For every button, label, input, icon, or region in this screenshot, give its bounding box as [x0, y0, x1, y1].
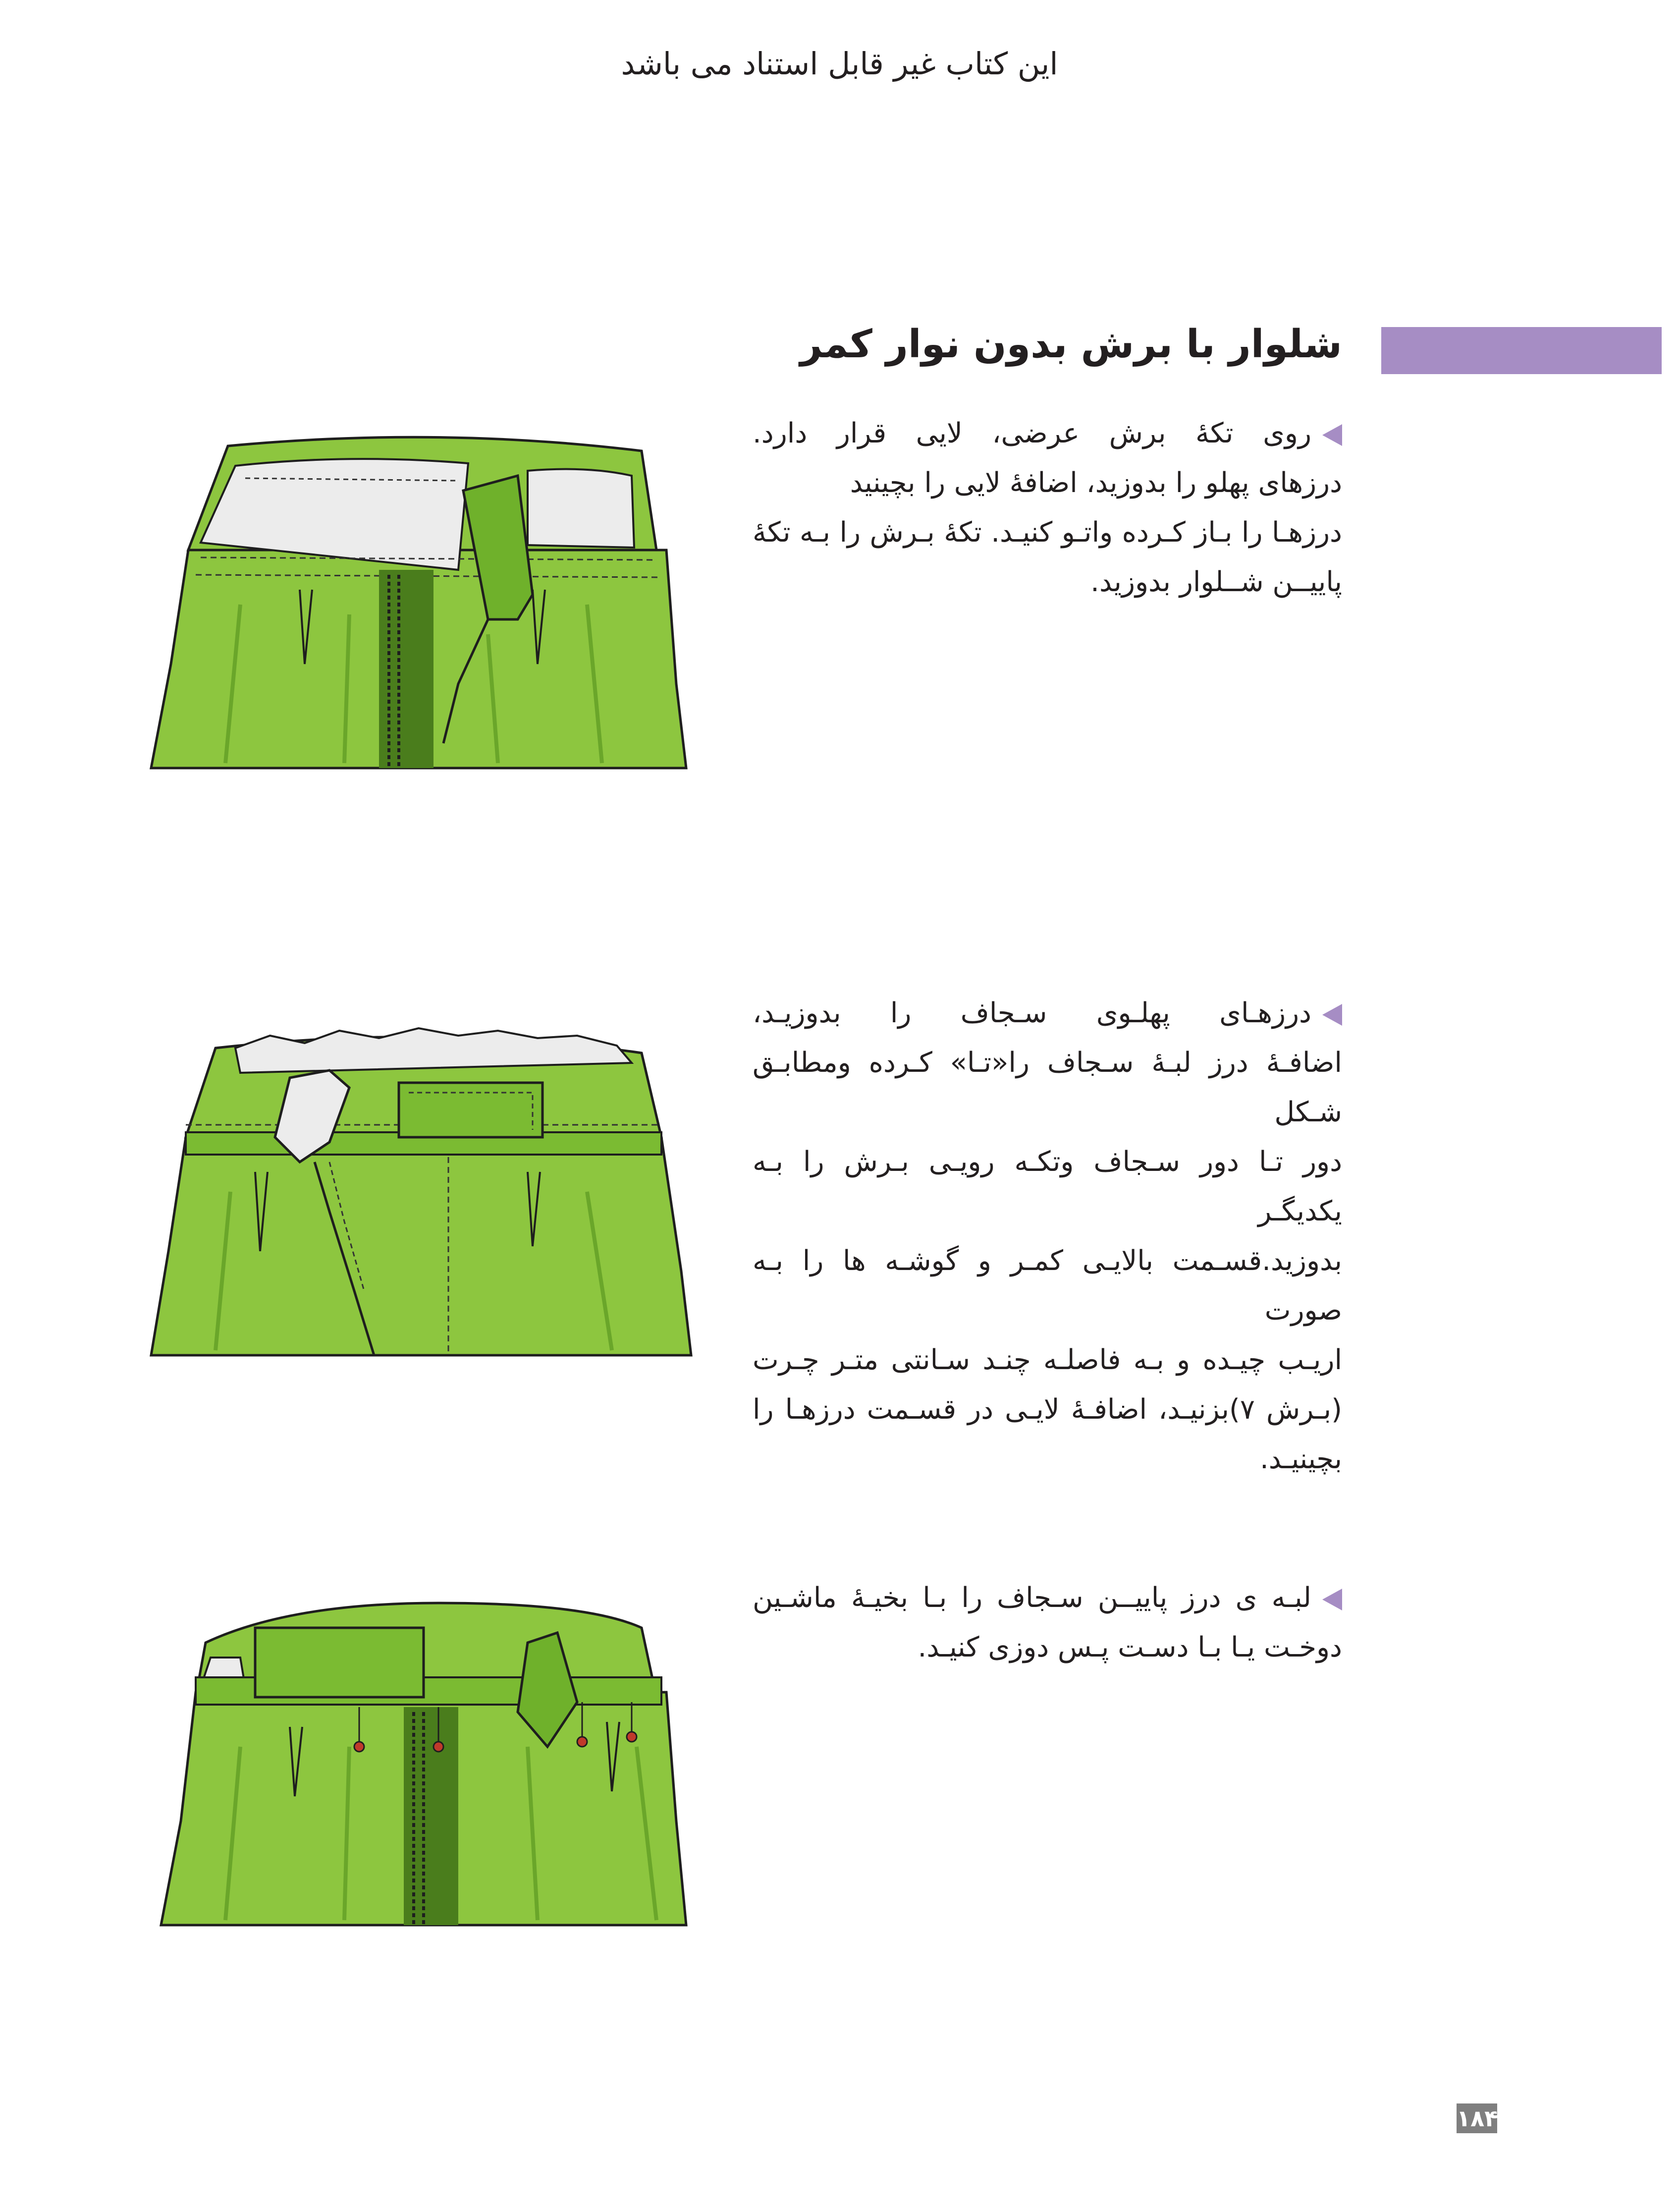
paragraph-line: درزهـای پهلـوی سـجاف را بدوزیـد،: [753, 989, 1342, 1038]
paragraph-line: (بـرش ۷)بزنیـد، اضافـۀ لایـی در قسـمت درزهـا را: [753, 1393, 1342, 1426]
trousers-waist-lining-illustration: [141, 406, 711, 773]
instruction-paragraph-3: [753, 1573, 1342, 1672]
page-header: این کتاب غیر قابل استناد می باشد: [621, 46, 1058, 82]
page-title: شلوار با برش بدون نوار کمر: [800, 322, 1342, 367]
paragraph-line: اریـب چیـده و بـه فاصلـه چنـد سـانتی متـر چـرت: [753, 1344, 1342, 1376]
paragraph-line: بدوزید.قسـمت بالایـی کمـر و گوشـه ها را بـه صورت: [753, 1245, 1342, 1327]
paragraph-line: درزهای پهلو را بدوزید، اضافۀ لایی را بچینید: [850, 467, 1342, 499]
triangle-bullet-icon: [1322, 424, 1342, 446]
paragraph-line: دور تـا دور سـجاف وتکـه رویـی بـرش را بـه یکدیگـر: [753, 1146, 1342, 1227]
instruction-paragraph-1: [753, 409, 1342, 607]
section-accent-bar: [1381, 327, 1662, 374]
paragraph-line: روی تکۀ برش عرضی، لایی قرار دارد.: [753, 409, 1342, 458]
page-number: ۱۸۴: [1457, 2103, 1497, 2133]
paragraph-line: دوخـت یـا بـا دسـت پـس دوزی کنیـد.: [918, 1631, 1342, 1663]
paragraph-line: درزهـا را بـاز کـرده واتـو کنیـد. تکۀ بـرش را بـه تکۀ: [753, 516, 1342, 549]
instruction-paragraph-2: [753, 989, 1342, 1484]
paragraph-line: لبـه ی درز پاییــن سـجاف را بـا بخیـۀ ماشـین: [753, 1573, 1342, 1623]
trousers-finished-waist-illustration: [141, 1583, 701, 1930]
trousers-facing-stitch-illustration: [141, 1013, 701, 1360]
paragraph-line: اضافـۀ درز لبـۀ سـجاف را«تـا» کـرده ومطابـق شـکل: [753, 1047, 1342, 1128]
paragraph-line: پاییــن شــلوار بدوزید.: [1090, 566, 1342, 598]
triangle-bullet-icon: [1322, 1004, 1342, 1026]
paragraph-line: بچینیـد.: [1259, 1443, 1342, 1475]
triangle-bullet-icon: [1322, 1589, 1342, 1610]
